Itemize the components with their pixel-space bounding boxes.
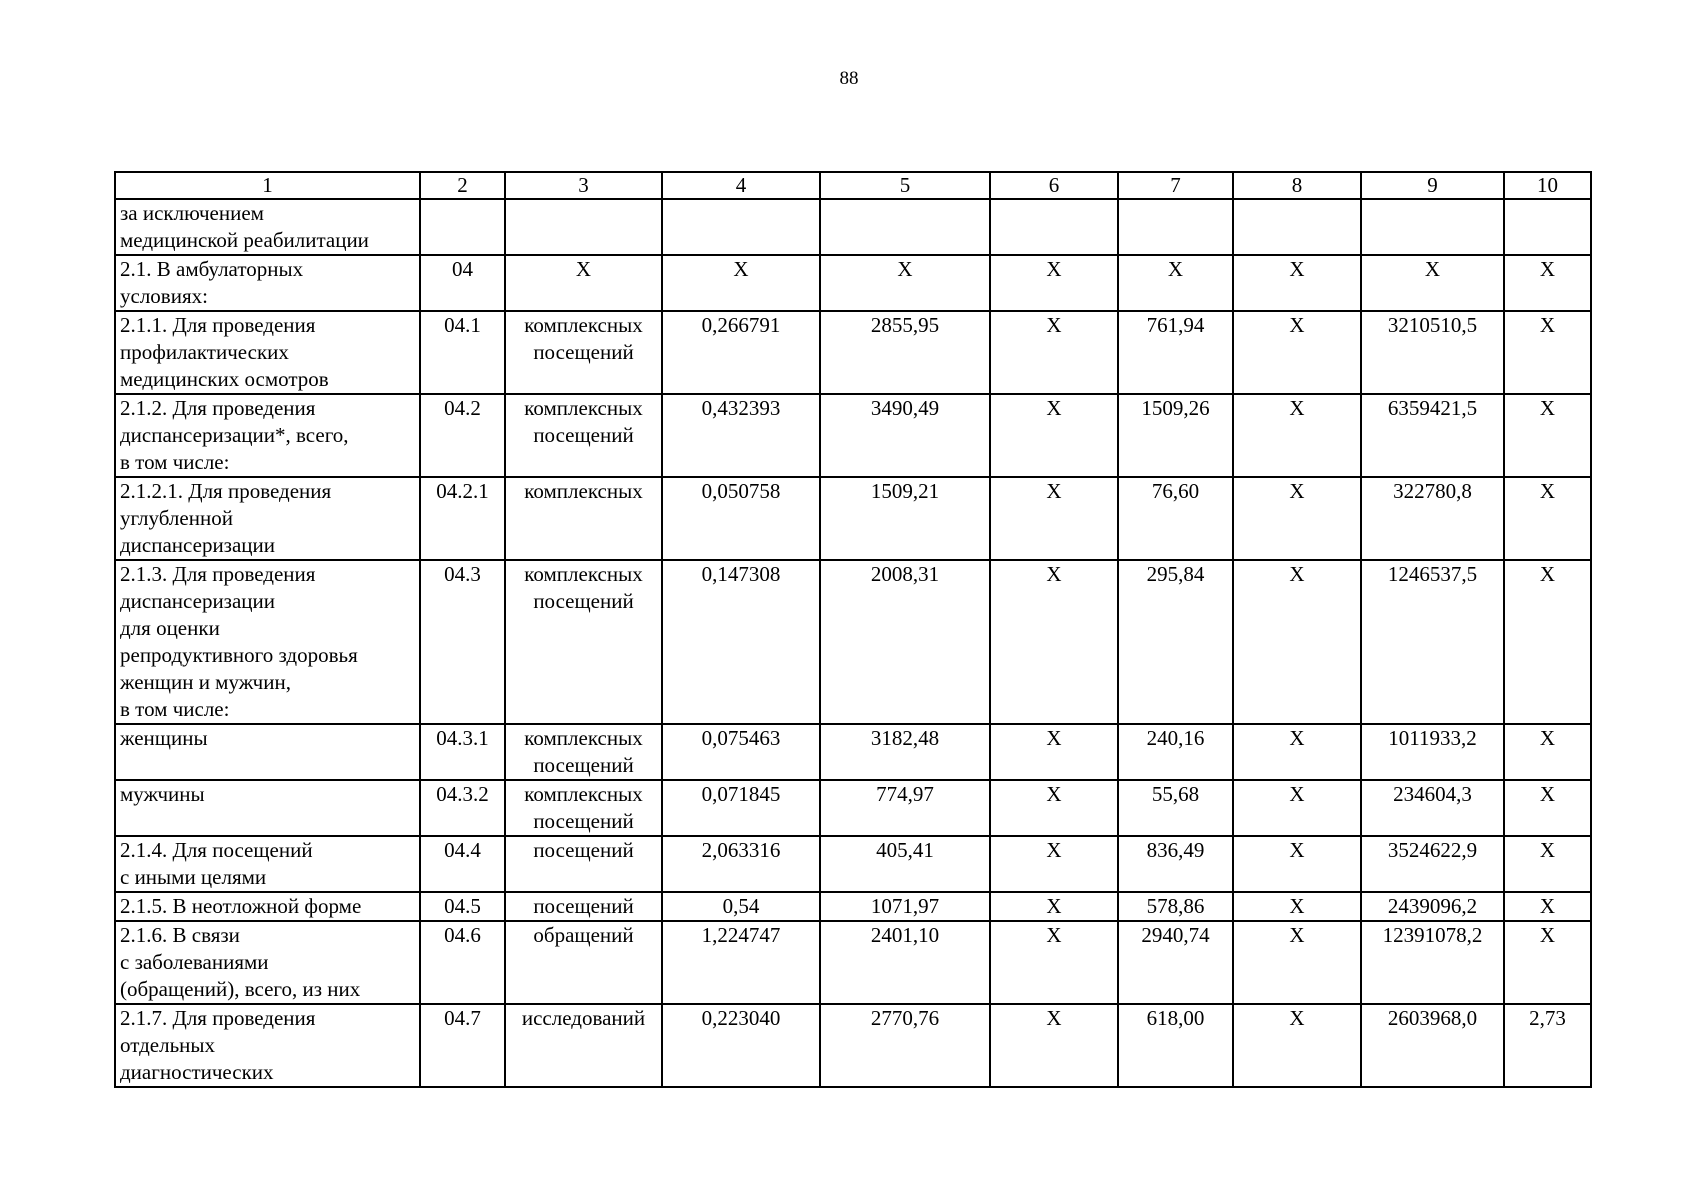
table-cell: 1,224747 xyxy=(662,921,820,1004)
table-cell: 04.4 xyxy=(420,836,505,892)
table-cell xyxy=(420,199,505,255)
table-cell: 2940,74 xyxy=(1118,921,1233,1004)
table-cell: Х xyxy=(1233,892,1361,921)
table-cell: 0,223040 xyxy=(662,1004,820,1087)
table-cell: Х xyxy=(990,836,1118,892)
table-cell: 2401,10 xyxy=(820,921,990,1004)
table-cell: комплексных xyxy=(505,477,662,560)
table-cell: 578,86 xyxy=(1118,892,1233,921)
table-cell: комплексных посещений xyxy=(505,560,662,724)
table-cell: Х xyxy=(1504,724,1591,780)
table-cell: исследований xyxy=(505,1004,662,1087)
table-row xyxy=(115,560,1591,724)
table-row xyxy=(115,311,1591,394)
table-cell: Х xyxy=(1233,255,1361,311)
table-cell: Х xyxy=(990,477,1118,560)
table-cell: 2770,76 xyxy=(820,1004,990,1087)
table-cell: 76,60 xyxy=(1118,477,1233,560)
table-cell: 55,68 xyxy=(1118,780,1233,836)
table-cell: Х xyxy=(1233,724,1361,780)
row-label-cell: 2.1.5. В неотложной форме xyxy=(115,892,420,921)
table-cell: комплексных посещений xyxy=(505,311,662,394)
table-cell: 04.6 xyxy=(420,921,505,1004)
table-cell: Х xyxy=(1233,921,1361,1004)
table-cell: обращений xyxy=(505,921,662,1004)
header-cell: 7 xyxy=(1118,172,1233,199)
table-cell: Х xyxy=(1233,1004,1361,1087)
table-cell: 04.5 xyxy=(420,892,505,921)
table-cell: 240,16 xyxy=(1118,724,1233,780)
table-row xyxy=(115,394,1591,477)
header-cell: 4 xyxy=(662,172,820,199)
table-cell: посещений xyxy=(505,836,662,892)
table-cell: 12391078,2 xyxy=(1361,921,1504,1004)
row-label-cell: 2.1.2.1. Для проведения углубленной диспансеризации xyxy=(115,477,420,560)
table-cell: 836,49 xyxy=(1118,836,1233,892)
table-cell: 04.3 xyxy=(420,560,505,724)
table-cell: Х xyxy=(1504,780,1591,836)
table-cell: 1509,26 xyxy=(1118,394,1233,477)
table-cell: 6359421,5 xyxy=(1361,394,1504,477)
page-number: 88 xyxy=(839,68,859,89)
table-cell: 0,050758 xyxy=(662,477,820,560)
table-cell: 04.2 xyxy=(420,394,505,477)
table-cell: 2439096,2 xyxy=(1361,892,1504,921)
table-cell: Х xyxy=(990,892,1118,921)
table-cell: Х xyxy=(1504,477,1591,560)
row-label-cell: 2.1.6. В связи с заболеваниями (обращений), всего, из них xyxy=(115,921,420,1004)
table-cell: 2,063316 xyxy=(662,836,820,892)
table-cell: Х xyxy=(1233,560,1361,724)
table-row xyxy=(115,780,1591,836)
table-row xyxy=(115,892,1591,921)
table-cell: Х xyxy=(990,724,1118,780)
table-row xyxy=(115,477,1591,560)
table-cell: 0,147308 xyxy=(662,560,820,724)
row-label-cell: мужчины xyxy=(115,780,420,836)
table-cell: Х xyxy=(1504,836,1591,892)
table-cell: 04.2.1 xyxy=(420,477,505,560)
row-label-cell: 2.1. В амбулаторных условиях: xyxy=(115,255,420,311)
table-cell: Х xyxy=(820,255,990,311)
table-row xyxy=(115,836,1591,892)
table-cell: 2008,31 xyxy=(820,560,990,724)
table-cell: комплексных посещений xyxy=(505,724,662,780)
row-label-cell: 2.1.2. Для проведения диспансеризации*, всего, в том числе: xyxy=(115,394,420,477)
table-cell xyxy=(1504,199,1591,255)
table-cell: 3210510,5 xyxy=(1361,311,1504,394)
table-cell xyxy=(1233,199,1361,255)
table-cell: 04.3.2 xyxy=(420,780,505,836)
table-cell: 0,432393 xyxy=(662,394,820,477)
table-cell: 3524622,9 xyxy=(1361,836,1504,892)
table-cell: Х xyxy=(1233,836,1361,892)
table-cell: Х xyxy=(1233,477,1361,560)
table-cell: 04.3.1 xyxy=(420,724,505,780)
row-label-cell: 2.1.1. Для проведения профилактических медицинских осмотров xyxy=(115,311,420,394)
table-cell: 04 xyxy=(420,255,505,311)
header-cell: 2 xyxy=(420,172,505,199)
table-row xyxy=(115,1004,1591,1087)
table-cell: 1011933,2 xyxy=(1361,724,1504,780)
row-label-cell: за исключением медицинской реабилитации xyxy=(115,199,420,255)
table-cell: Х xyxy=(990,394,1118,477)
row-label-cell: 2.1.7. Для проведения отдельных диагностических xyxy=(115,1004,420,1087)
table-cell: 04.7 xyxy=(420,1004,505,1087)
header-cell: 6 xyxy=(990,172,1118,199)
table-cell: 405,41 xyxy=(820,836,990,892)
header-cell: 9 xyxy=(1361,172,1504,199)
table-cell: Х xyxy=(662,255,820,311)
table-cell: Х xyxy=(990,780,1118,836)
table-cell: Х xyxy=(990,255,1118,311)
data-table xyxy=(114,171,1592,1088)
table-cell: 04.1 xyxy=(420,311,505,394)
table-cell: 1246537,5 xyxy=(1361,560,1504,724)
table-cell: 0,266791 xyxy=(662,311,820,394)
table-cell: 234604,3 xyxy=(1361,780,1504,836)
table-cell: комплексных посещений xyxy=(505,394,662,477)
table-cell: Х xyxy=(1504,255,1591,311)
table-cell: 2603968,0 xyxy=(1361,1004,1504,1087)
table-cell: 3490,49 xyxy=(820,394,990,477)
table-cell: Х xyxy=(1504,892,1591,921)
header-cell: 10 xyxy=(1504,172,1591,199)
table-cell: Х xyxy=(1504,921,1591,1004)
table-cell: 618,00 xyxy=(1118,1004,1233,1087)
row-label-cell: женщины xyxy=(115,724,420,780)
table-cell xyxy=(662,199,820,255)
row-label-cell: 2.1.4. Для посещений с иными целями xyxy=(115,836,420,892)
table-cell: 0,075463 xyxy=(662,724,820,780)
table-cell: 1071,97 xyxy=(820,892,990,921)
table-cell: 3182,48 xyxy=(820,724,990,780)
table-header-row xyxy=(115,172,1591,199)
table-cell: Х xyxy=(1118,255,1233,311)
table-cell: 295,84 xyxy=(1118,560,1233,724)
table-cell: Х xyxy=(505,255,662,311)
row-label-cell: 2.1.3. Для проведения диспансеризации для оценки репродуктивного здоровья женщин и мужчин, в том числе: xyxy=(115,560,420,724)
table-cell: Х xyxy=(1361,255,1504,311)
header-cell: 8 xyxy=(1233,172,1361,199)
table-cell xyxy=(505,199,662,255)
header-cell: 1 xyxy=(115,172,420,199)
table-cell: посещений xyxy=(505,892,662,921)
table-row xyxy=(115,255,1591,311)
table-cell: 1509,21 xyxy=(820,477,990,560)
table-cell: 322780,8 xyxy=(1361,477,1504,560)
table-cell: 0,54 xyxy=(662,892,820,921)
table-cell: Х xyxy=(1504,560,1591,724)
table-cell xyxy=(1361,199,1504,255)
table-cell: 2855,95 xyxy=(820,311,990,394)
header-cell: 3 xyxy=(505,172,662,199)
header-cell: 5 xyxy=(820,172,990,199)
table-cell: Х xyxy=(990,560,1118,724)
table-cell: Х xyxy=(990,311,1118,394)
table-cell: комплексных посещений xyxy=(505,780,662,836)
table-row xyxy=(115,724,1591,780)
table-cell: 2,73 xyxy=(1504,1004,1591,1087)
table-cell: Х xyxy=(1504,394,1591,477)
table-cell: Х xyxy=(1233,394,1361,477)
table-cell: Х xyxy=(1233,780,1361,836)
table-cell xyxy=(990,199,1118,255)
table-cell: Х xyxy=(990,1004,1118,1087)
table-cell: Х xyxy=(1504,311,1591,394)
table-row xyxy=(115,921,1591,1004)
table-cell: Х xyxy=(1233,311,1361,394)
table-row xyxy=(115,199,1591,255)
table-cell xyxy=(820,199,990,255)
table-cell: 0,071845 xyxy=(662,780,820,836)
table-cell: 761,94 xyxy=(1118,311,1233,394)
table-cell: 774,97 xyxy=(820,780,990,836)
table-cell: Х xyxy=(990,921,1118,1004)
table-cell xyxy=(1118,199,1233,255)
